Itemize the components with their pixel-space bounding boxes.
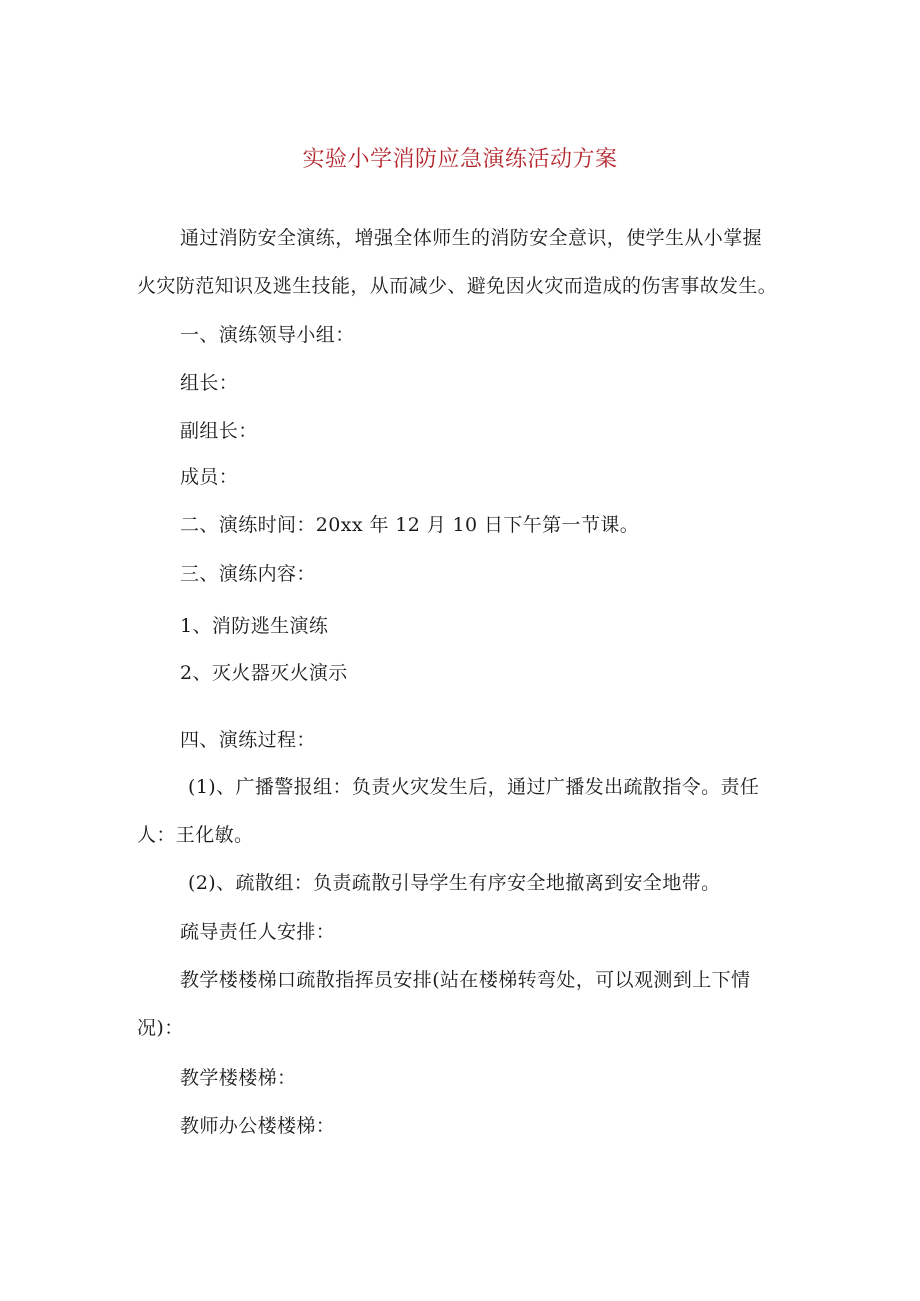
section-heading-leadership: 一、演练领导小组： [180, 324, 355, 346]
stairway-arrangement-line-2: 况)： [137, 1017, 184, 1039]
field-teaching-building-stairs: 教学楼楼梯： [180, 1067, 297, 1089]
paragraph-intro-line-2: 火灾防范知识及逃生技能，从而减少、避免因火灾而造成的伤害事故发生。 [137, 275, 778, 297]
document-title: 实验小学消防应急演练活动方案 [302, 147, 618, 172]
stairway-arrangement-line-1: 教学楼楼梯口疏散指挥员安排(站在楼梯转弯处，可以观测到上下情 [180, 969, 751, 991]
field-leader: 组长： [180, 372, 239, 394]
section-heading-process: 四、演练过程： [180, 729, 316, 751]
process-item-2: (2)、疏散组：负责疏散引导学生有序安全地撤离到安全地带。 [188, 872, 721, 894]
process-item-1-line-2: 人：王化敏。 [137, 824, 254, 846]
field-members: 成员： [180, 466, 239, 488]
process-item-1-line-1: (1)、广播警报组：负责火灾发生后，通过广播发出疏散指令。责任 [188, 776, 760, 798]
evacuation-guides-heading: 疏导责任人安排： [180, 921, 336, 943]
field-deputy-leader: 副组长： [180, 420, 258, 442]
content-item-2: 2、灭火器灭火演示 [180, 662, 348, 684]
section-heading-time: 二、演练时间：20xx 年 12 月 10 日下午第一节课。 [180, 514, 640, 536]
field-office-building-stairs: 教师办公楼楼梯： [180, 1115, 336, 1137]
section-heading-content: 三、演练内容： [180, 563, 316, 585]
paragraph-intro-line-1: 通过消防安全演练，增强全体师生的消防安全意识，使学生从小掌握 [180, 227, 763, 249]
content-item-1: 1、消防逃生演练 [180, 615, 329, 637]
